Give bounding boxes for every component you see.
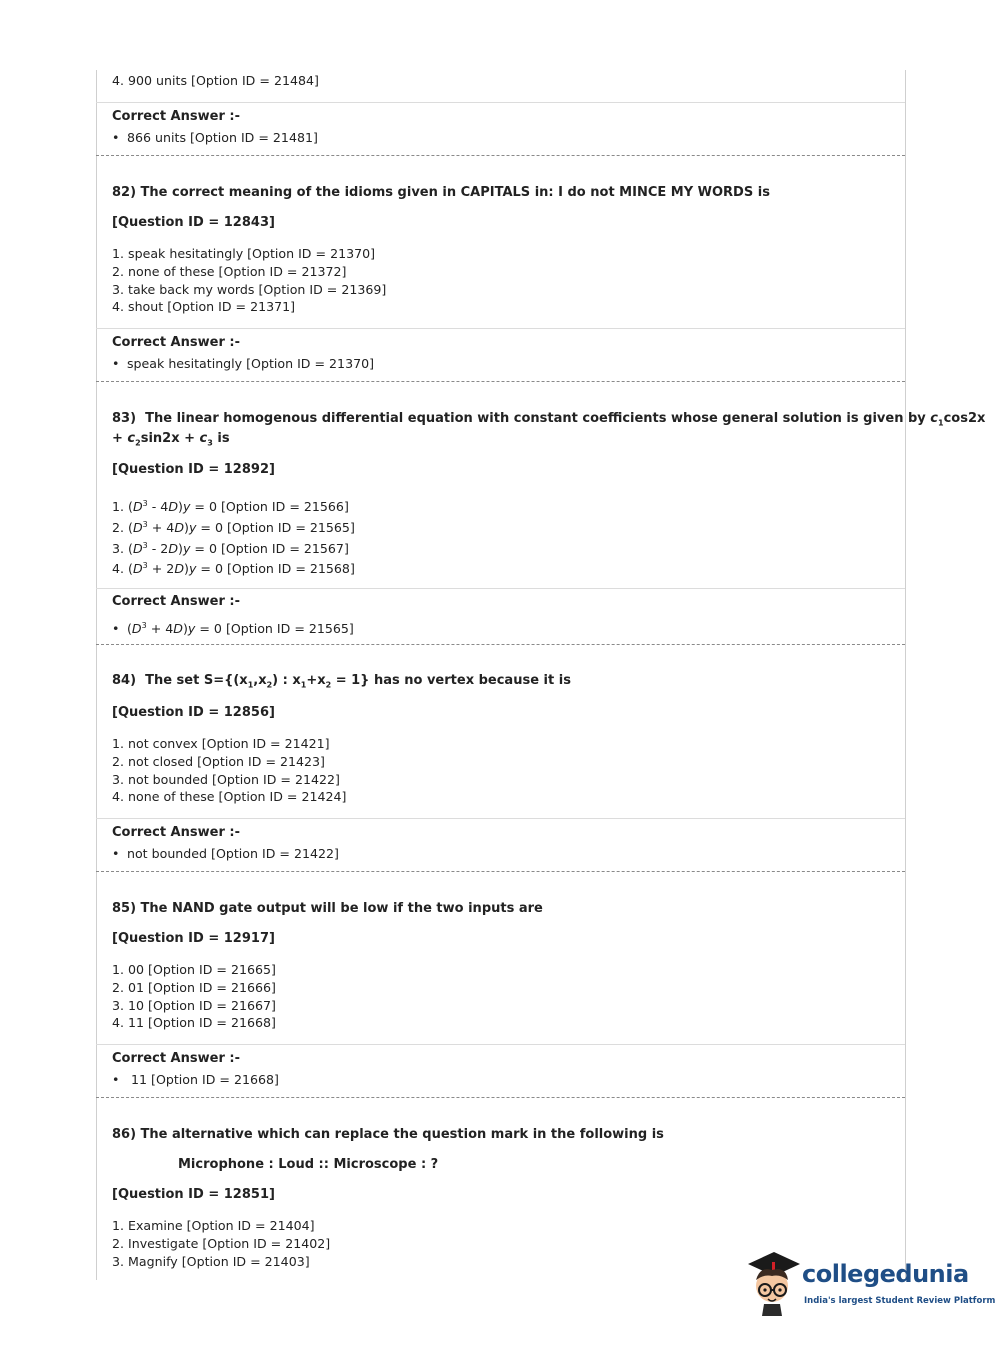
correct-answer: • 866 units [Option ID = 21481] [112, 130, 318, 145]
question-83-correct-answer: • $(D^3 + 4D)y = 0$ [Option ID = 21565] [112, 621, 354, 637]
question-82-correct-answer: • speak hesitatingly [Option ID = 21370] [112, 356, 375, 371]
question-84-option-3: 3. not bounded [Option ID = 21422] [112, 772, 340, 787]
previous-option-4: 4. 900 units [Option ID = 21484] [112, 73, 319, 88]
divider [96, 102, 905, 103]
question-83-text: 83) The linear homogenous differential equation with constant coefficients whose general solution is given by $c_1\cos 2x$ [112, 411, 986, 428]
question-83-id: [Question ID = 12892] [112, 462, 275, 477]
question-84-option-4: 4. none of these [Option ID = 21424] [112, 789, 347, 804]
question-83-option-3: 3. $(D^3 - 2D)y = 0$ [Option ID = 21567] [112, 541, 349, 557]
question-84-text: 84) The set $S=\{(x_1,x_2)$ : $x_1+x_2 = 1$} has no vertex because it is [112, 673, 571, 690]
divider [96, 328, 905, 329]
divider [96, 588, 905, 589]
question-separator [96, 155, 905, 156]
question-85-option-2: 2. 01 [Option ID = 21666] [112, 980, 276, 995]
question-85-option-4: 4. 11 [Option ID = 21668] [112, 1015, 276, 1030]
question-85-id: [Question ID = 12917] [112, 931, 275, 946]
question-83-text-cont: + $c_2\sin 2x + c_3$ is [112, 431, 230, 448]
question-separator [96, 381, 905, 382]
collegedunia-logo [742, 1248, 996, 1320]
question-86-text: 86) The alternative which can replace the question mark in the following is [112, 1127, 664, 1142]
question-86-id: [Question ID = 12851] [112, 1187, 275, 1202]
question-83-option-4: 4. $(D^3 + 2D)y = 0$ [Option ID = 21568] [112, 561, 355, 577]
question-82-option-3: 3. take back my words [Option ID = 21369] [112, 282, 387, 297]
question-83-option-1: 1. $(D^3 - 4D)y = 0$ [Option ID = 21566] [112, 499, 349, 515]
question-84-id: [Question ID = 12856] [112, 705, 275, 720]
correct-answer-label: Correct Answer :- [112, 825, 240, 840]
question-85-option-1: 1. 00 [Option ID = 21665] [112, 962, 276, 977]
divider [96, 1044, 905, 1045]
question-85-text: 85) The NAND gate output will be low if the two inputs are [112, 901, 543, 916]
question-separator [96, 871, 905, 872]
question-separator [96, 1097, 905, 1098]
brand-tagline: India's largest Student Review Platform [804, 1296, 996, 1306]
question-82-option-2: 2. none of these [Option ID = 21372] [112, 264, 347, 279]
brand-name: collegedunia [802, 1260, 969, 1288]
question-separator [96, 644, 905, 645]
correct-answer-label: Correct Answer :- [112, 335, 240, 350]
question-84-option-2: 2. not closed [Option ID = 21423] [112, 754, 325, 769]
question-82-option-1: 1. speak hesitatingly [Option ID = 21370] [112, 246, 376, 261]
question-86-option-2: 2. Investigate [Option ID = 21402] [112, 1236, 331, 1251]
question-82-option-4: 4. shout [Option ID = 21371] [112, 299, 296, 314]
question-86-analogy: Microphone : Loud :: Microscope : ? [178, 1157, 439, 1172]
question-83-option-2: 2. $(D^3 + 4D)y = 0$ [Option ID = 21565] [112, 520, 355, 536]
divider [96, 818, 905, 819]
correct-answer-label: Correct Answer :- [112, 594, 240, 609]
question-82-id: [Question ID = 12843] [112, 215, 275, 230]
question-84-correct-answer: • not bounded [Option ID = 21422] [112, 846, 339, 861]
mascot-icon [742, 1248, 802, 1320]
question-85-correct-answer: • 11 [Option ID = 21668] [112, 1072, 279, 1087]
question-86-option-3: 3. Magnify [Option ID = 21403] [112, 1254, 310, 1269]
correct-answer-label: Correct Answer :- [112, 109, 240, 124]
question-82-text: 82) The correct meaning of the idioms given in CAPITALS in: I do not MINCE MY WORDS is [112, 185, 770, 200]
correct-answer-label: Correct Answer :- [112, 1051, 240, 1066]
question-86-option-1: 1. Examine [Option ID = 21404] [112, 1218, 315, 1233]
question-85-option-3: 3. 10 [Option ID = 21667] [112, 998, 276, 1013]
question-84-option-1: 1. not convex [Option ID = 21421] [112, 736, 330, 751]
